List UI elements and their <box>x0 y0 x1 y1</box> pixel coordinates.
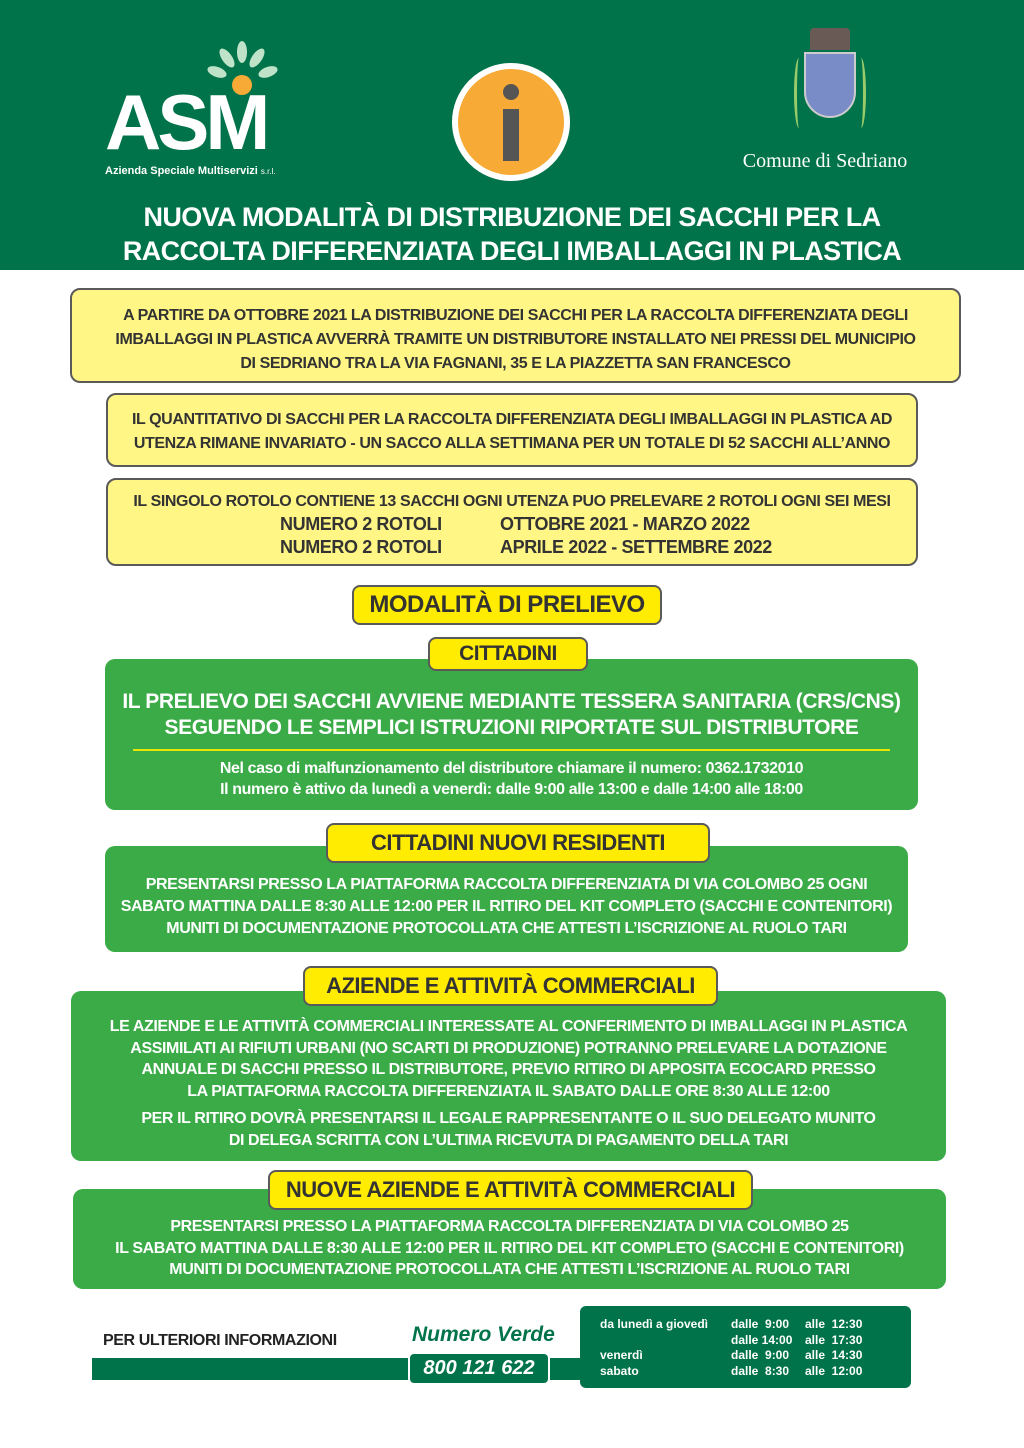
roll-period: OTTOBRE 2021 - MARZO 2022 <box>500 514 750 534</box>
text-line: MUNITI DI DOCUMENTAZIONE PROTOCOLLATA CHE ATTESTI L’ISCRIZIONE AL RUOLO TARI <box>166 920 847 937</box>
info-icon <box>452 63 570 181</box>
text-line: LA PIATTAFORMA RACCOLTA DIFFERENZIATA IL SABATO DALLE ORE 8:30 ALLE 12:00 <box>187 1082 830 1100</box>
title-line: NUOVA MODALITÀ DI DISTRIBUZIONE DEI SACCHI PER LA <box>143 202 881 232</box>
roll-qty: NUMERO 2 ROTOLI <box>280 537 442 557</box>
cittadini-label: CITTADINI <box>428 637 588 671</box>
text-line: LE AZIENDE E LE ATTIVITÀ COMMERCIALI INTERESSATE AL CONFERIMENTO DI IMBALLAGGI IN PLASTICA <box>109 1018 908 1035</box>
roll-row <box>108 536 916 559</box>
aziende-label: AZIENDE E ATTIVITÀ COMMERCIALI <box>303 966 718 1006</box>
more-info-label: PER ULTERIORI INFORMAZIONI <box>103 1332 337 1349</box>
text-line: SEGUENDO LE SEMPLICI ISTRUZIONI RIPORTATE SUL DISTRIBUTORE <box>164 716 859 739</box>
text-line: IL QUANTITATIVO DI SACCHI PER LA RACCOLTA DIFFERENZIATA DEGLI IMBALLAGGI IN PLASTICA AD <box>131 411 893 428</box>
roll-qty: NUMERO 2 ROTOLI <box>280 514 442 534</box>
hours-row: sabato dalle 8:30 alle 12:00 <box>600 1363 863 1378</box>
nuove-aziende-label: NUOVE AZIENDE E ATTIVITÀ COMMERCIALI <box>268 1170 753 1210</box>
text-line: DI SEDRIANO TRA LA VIA FAGNANI, 35 E LA PIAZZETTA SAN FRANCESCO <box>240 355 791 372</box>
text-line: A PARTIRE DA OTTOBRE 2021 LA DISTRIBUZIONE DEI SACCHI PER LA RACCOLTA DIFFERENZIATA DEGLI <box>123 307 908 324</box>
text-line: IL SABATO MATTINA DALLE 8:30 ALLE 12:00 PER IL RITIRO DEL KIT COMPLETO (SACCHI E CONTENITORI) <box>115 1239 904 1257</box>
asm-srl: s.r.l. <box>260 167 276 176</box>
aziende-box <box>71 991 946 1161</box>
info-box-start <box>70 288 961 383</box>
asm-subtitle: Azienda Speciale Multiservizi <box>105 165 258 177</box>
nuovi-residenti-label: CITTADINI NUOVI RESIDENTI <box>326 823 710 863</box>
hours-row: dalle 14:00 alle 17:30 <box>731 1332 863 1347</box>
page-title <box>0 200 1024 268</box>
text-line: SABATO MATTINA DALLE 8:30 ALLE 12:00 PER IL RITIRO DEL KIT COMPLETO (SACCHI E CONTENITORI) <box>120 898 893 915</box>
asm-logo-text: ASM <box>105 78 267 166</box>
hours-row: da lunedì a giovedì dalle 9:00 alle 12:30 <box>600 1317 863 1331</box>
hours-row: venerdì dalle 9:00 alle 14:30 <box>600 1348 863 1362</box>
hours-box <box>580 1306 911 1388</box>
modalita-heading: MODALITÀ DI PRELIEVO <box>352 585 662 625</box>
numero-verde-label: Numero Verde <box>412 1323 555 1346</box>
roll-row <box>108 513 916 536</box>
text-line: ANNUALE DI SACCHI PRESSO IL DISTRIBUTORE, PREVIO RITIRO DI APPOSITA ECOCARD PRESSO <box>141 1061 876 1078</box>
info-box-rolls <box>106 478 918 566</box>
asm-logo <box>105 40 315 185</box>
cittadini-box <box>105 659 918 810</box>
text-line: MUNITI DI DOCUMENTAZIONE PROTOCOLLATA CHE ATTESTI L’ISCRIZIONE AL RUOLO TARI <box>169 1261 850 1278</box>
text-line: PER IL RITIRO DOVRÀ PRESENTARSI IL LEGALE RAPPRESENTANTE O IL SUO DELEGATO MUNITO <box>141 1110 876 1127</box>
comune-name: Comune di Sedriano <box>742 150 908 172</box>
text-line: Nel caso di malfunzionamento del distributore chiamare il numero: 0362.1732010 <box>219 760 804 777</box>
text-line: IL PRELIEVO DEI SACCHI AVVIENE MEDIANTE TESSERA SANITARIA (CRS/CNS) <box>122 690 901 713</box>
text-line: IL SINGOLO ROTOLO CONTIENE 13 SACCHI OGNI UTENZA PUO PRELEVARE 2 ROTOLI OGNI SEI MESI <box>133 493 891 510</box>
text-line: IMBALLAGGI IN PLASTICA AVVERRÀ TRAMITE UN DISTRIBUTORE INSTALLATO NEI PRESSI DEL MUNICIPIO <box>115 331 916 348</box>
text-line: ASSIMILATI AI RIFIUTI URBANI (NO SCARTI DI PRODUZIONE) POTRANNO PRELEVARE LA DOTAZIONE <box>130 1039 887 1057</box>
title-line: RACCOLTA DIFFERENZIATA DEGLI IMBALLAGGI IN PLASTICA <box>122 236 902 266</box>
text-line: UTENZA RIMANE INVARIATO - UN SACCO ALLA SETTIMANA PER UN TOTALE DI 52 SACCHI ALL’ANNO <box>133 435 891 452</box>
numero-verde[interactable]: 800 121 622 <box>408 1352 550 1385</box>
comune-crest-icon <box>790 28 870 143</box>
text-line: DI DELEGA SCRITTA CON L’ULTIMA RICEVUTA DI PAGAMENTO DELLA TARI <box>228 1131 789 1149</box>
text-line: Il numero è attivo da lunedì a venerdì: dalle 9:00 alle 13:00 e dalle 14:00 alle 18:00 <box>220 781 803 798</box>
text-line: PRESENTARSI PRESSO LA PIATTAFORMA RACCOLTA DIFFERENZIATA DI VIA COLOMBO 25 <box>170 1218 849 1235</box>
text-line: PRESENTARSI PRESSO LA PIATTAFORMA RACCOLTA DIFFERENZIATA DI VIA COLOMBO 25 OGNI <box>145 876 868 893</box>
roll-period: APRILE 2022 - SETTEMBRE 2022 <box>500 537 772 557</box>
info-box-quantity <box>106 393 918 467</box>
